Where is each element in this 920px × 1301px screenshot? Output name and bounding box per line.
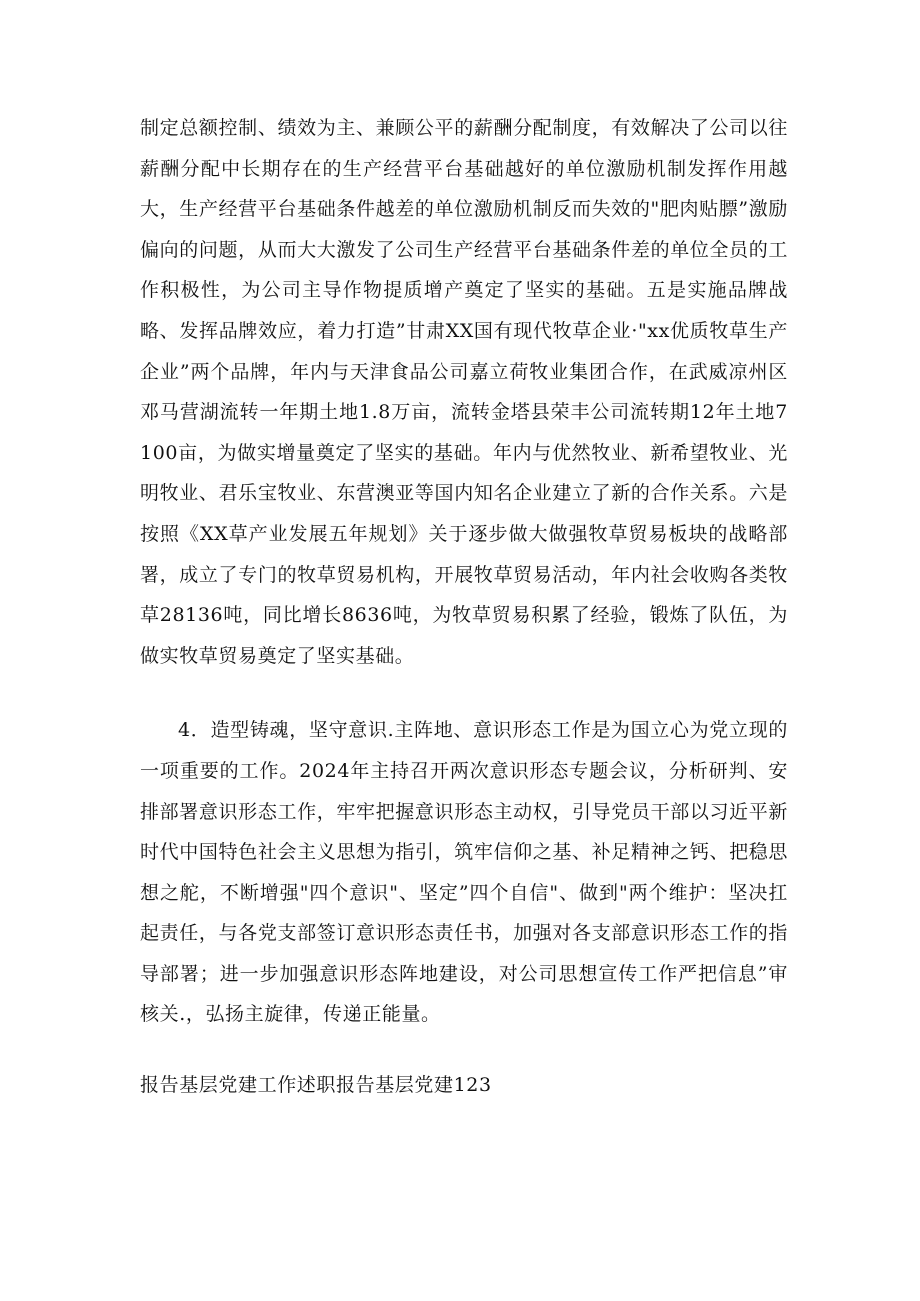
paragraph-compensation-and-brand-strategy: 制定总额控制、绩效为主、兼顾公平的薪酬分配制度，有效解决了公司以往薪酬分配中长期存在的生产经营平台基础越好的单位激励机制发挥作用越大，生产经营平台基础条件越差的单位激励机制反而失效的"肥肉贴膘”激励偏向的问题，从而大大激发了公司生产经营平台基础条件差的单位全员的工作积极性，为公司主导作物提质增产奠定了坚实的基础。五是实施品牌战略、发挥品牌效应，着力打造”甘肃XX国有现代牧草企业·"xx优质牧草生产企业”两个品牌，年内与天津食品公司嘉立荷牧业集团合作，在武威凉州区邓马营湖流转一年期土地1.8万亩，流转金塔县荣丰公司流转期12年土地7100亩，为做实增量奠定了坚实的基础。年内与优然牧业、新希望牧业、光明牧业、君乐宝牧业、东营澳亚等国内知名企业建立了新的合作关系。六是按照《XX草产业发展五年规划》关于逐步做大做强牧草贸易板块的战略部署，成立了专门的牧草贸易机构，开展牧草贸易活动，年内社会收购各类牧草28136吨，同比增长8636吨，为牧草贸易积累了经验，锻炼了队伍，为做实牧草贸易奠定了坚实基础。 bbox=[140, 117, 788, 667]
document-body bbox=[140, 108, 788, 1106]
paragraph-ideology-work: 4．造型铸魂，坚守意识.主阵地、意识形态工作是为国立心为党立现的一项重要的工作。2024年主持召开两次意识形态专题会议，分析研判、安排部署意识形态工作，牢牢把握意识形态主动权，引导党员干部以习近平新时代中国特色社会主义思想为指引，筑牢信仰之基、补足精神之钙、把稳思想之舵，不断增强"四个意识"、坚定”四个自信"、做到"两个维护：坚决扛起责任，与各党支部签订意识形态责任书，加强对各支部意识形态工作的指导部署；进一步加强意识形态阵地建设，对公司思想宣传工作严把信息”审核关.，弘扬主旋律，传递正能量。 bbox=[140, 719, 789, 1026]
closing-line: 报告基层党建工作述职报告基层党建123 bbox=[140, 1074, 492, 1097]
